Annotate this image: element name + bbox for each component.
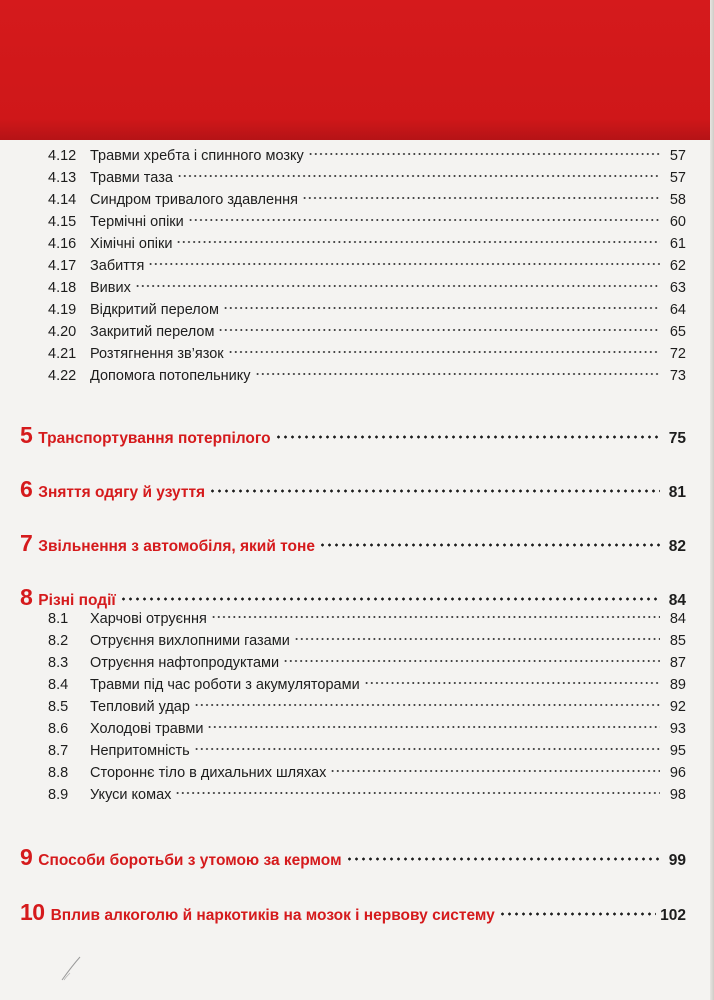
toc-entry-title: Травми хребта і спинного мозку [90,148,304,164]
toc-entry-title: Непритомність [90,743,190,759]
toc-entry-title: Травми під час роботи з акумуляторами [90,677,360,693]
toc-entry-number: 4.19 [48,302,77,318]
toc-chapter-5[interactable] [20,422,686,450]
toc-entry-title: Харчові отруєння [90,611,207,627]
toc-entry-title: Відкритий перелом [90,302,219,318]
dot-leader [176,240,660,244]
dot-leader [218,328,660,332]
toc-chapter-6[interactable] [20,476,686,504]
toc-entry-8-7[interactable] [20,743,686,765]
dot-leader [148,262,660,266]
dot-leader [255,372,660,376]
dot-leader [209,489,660,493]
chapter-title: Зняття одягу й узуття [38,484,206,501]
toc-entry-number: 4.20 [48,324,77,340]
dot-leader [294,637,660,641]
toc-entry-title: Травми таза [90,170,173,186]
toc-entry-page: 63 [669,280,686,296]
dot-leader [275,435,660,439]
toc-entry-4-21[interactable] [20,346,686,368]
dot-leader [330,769,660,773]
toc-entry-4-22[interactable] [20,368,686,390]
dot-leader [308,152,660,156]
dot-leader [346,857,660,861]
toc-chapter-10[interactable] [20,899,686,927]
toc-entry-page: 87 [669,655,686,671]
dot-leader [194,703,660,707]
toc-entry-8-1[interactable] [20,611,686,633]
chapter-number: 5 [20,422,33,448]
chapter-number: 6 [20,476,33,502]
toc-entry-page: 65 [669,324,686,340]
toc-entry-title: Тепловий удар [90,699,190,715]
chapter-page: 99 [668,852,686,869]
toc-entry-number: 8.8 [48,765,69,781]
toc-entry-number: 8.4 [48,677,69,693]
chapter-number: 10 [20,899,45,925]
toc-entry-title: Забиття [90,258,145,274]
dot-leader [211,615,660,619]
chapter-number: 8 [20,584,33,610]
toc-entry-title: Хімічні опіки [90,236,173,252]
toc-entry-8-8[interactable] [20,765,686,787]
toc-entry-4-12[interactable] [20,148,686,170]
toc-entry-4-16[interactable] [20,236,686,258]
dot-leader [223,306,660,310]
toc-entry-page: 62 [669,258,686,274]
toc-entry-page: 58 [669,192,686,208]
toc-entry-4-15[interactable] [20,214,686,236]
chapter-number: 9 [20,844,33,870]
dot-leader [228,350,660,354]
toc-entry-number: 4.16 [48,236,77,252]
dot-leader [499,912,656,916]
toc-entry-title: Отруєння вихлопними газами [90,633,290,649]
chapter-title: Вплив алкоголю й наркотиків на мозок і нервову систему [50,907,495,924]
toc-entry-8-3[interactable] [20,655,686,677]
toc-entry-page: 57 [669,170,686,186]
toc-entry-8-6[interactable] [20,721,686,743]
toc-entry-4-13[interactable] [20,170,686,192]
toc-entry-page: 93 [669,721,686,737]
toc-entry-number: 4.14 [48,192,77,208]
toc-entry-page: 73 [669,368,686,384]
toc-entry-8-2[interactable] [20,633,686,655]
dot-leader [194,747,660,751]
toc-entry-4-14[interactable] [20,192,686,214]
toc-entry-title: Синдром тривалого здавлення [90,192,298,208]
toc-entry-title: Термічні опіки [90,214,184,230]
toc-entry-number: 4.18 [48,280,77,296]
toc-entry-number: 8.5 [48,699,69,715]
toc-entry-page: 72 [669,346,686,362]
chapter-page: 84 [668,592,686,609]
toc-entry-8-9[interactable] [20,787,686,809]
toc-chapter-8[interactable] [20,584,686,612]
toc-entry-number: 8.9 [48,787,69,803]
toc-entry-page: 64 [669,302,686,318]
toc-entry-title: Допомога потопельнику [90,368,251,384]
chapter-title: Різні події [38,592,116,609]
dot-leader [302,196,660,200]
toc-entry-number: 4.22 [48,368,77,384]
toc-entry-8-5[interactable] [20,699,686,721]
dot-leader [207,725,660,729]
toc-entry-page: 95 [669,743,686,759]
toc-entry-page: 60 [669,214,686,230]
toc-entry-page: 84 [669,611,686,627]
toc-entry-number: 8.7 [48,743,69,759]
toc-entry-number: 4.17 [48,258,77,274]
dot-leader [319,543,660,547]
toc-entry-page: 92 [669,699,686,715]
toc-entry-number: 8.2 [48,633,69,649]
toc-entry-4-20[interactable] [20,324,686,346]
toc-entry-page: 57 [669,148,686,164]
pencil-mark-icon [58,953,88,983]
chapter-page: 75 [668,430,686,447]
dot-leader [120,597,660,601]
toc-chapter-7[interactable] [20,530,686,558]
header-red-band [0,0,714,140]
toc-entry-number: 8.1 [48,611,69,627]
toc-entry-4-18[interactable] [20,280,686,302]
toc-entry-page: 89 [669,677,686,693]
toc-entry-4-19[interactable] [20,302,686,324]
toc-entry-title: Вивих [90,280,131,296]
chapter-title: Звільнення з автомобіля, який тоне [38,538,315,555]
toc-entry-title: Холодові травми [90,721,204,737]
toc-entry-number: 8.6 [48,721,69,737]
toc-entry-page: 61 [669,236,686,252]
toc-entry-title: Розтягнення зв’язок [90,346,224,362]
toc-entry-number: 4.21 [48,346,77,362]
toc-entry-page: 98 [669,787,686,803]
chapter-number: 7 [20,530,33,556]
toc-entry-title: Закритий перелом [90,324,215,340]
toc-entry-title: Стороннє тіло в дихальних шляхах [90,765,327,781]
chapter-page: 82 [668,538,686,555]
page-edge [710,0,714,1000]
toc-chapter-9[interactable] [20,844,686,872]
toc-entry-number: 4.15 [48,214,77,230]
dot-leader [135,284,660,288]
chapter-title: Способи боротьби з утомою за кермом [38,852,342,869]
chapter-title: Транспортування потерпілого [38,430,271,447]
toc-entry-number: 8.3 [48,655,69,671]
dot-leader [188,218,660,222]
chapter-page: 102 [660,907,686,924]
toc-entry-number: 4.13 [48,170,77,186]
dot-leader [177,174,660,178]
toc-entry-title: Отруєння нафтопродуктами [90,655,280,671]
toc-entry-page: 96 [669,765,686,781]
toc-entry-number: 4.12 [48,148,77,164]
chapter-page: 81 [668,484,686,501]
toc-entry-8-4[interactable] [20,677,686,699]
toc-entry-4-17[interactable] [20,258,686,280]
dot-leader [175,791,660,795]
dot-leader [283,659,660,663]
toc-entry-title: Укуси комах [90,787,172,803]
toc-entry-page: 85 [669,633,686,649]
dot-leader [364,681,660,685]
